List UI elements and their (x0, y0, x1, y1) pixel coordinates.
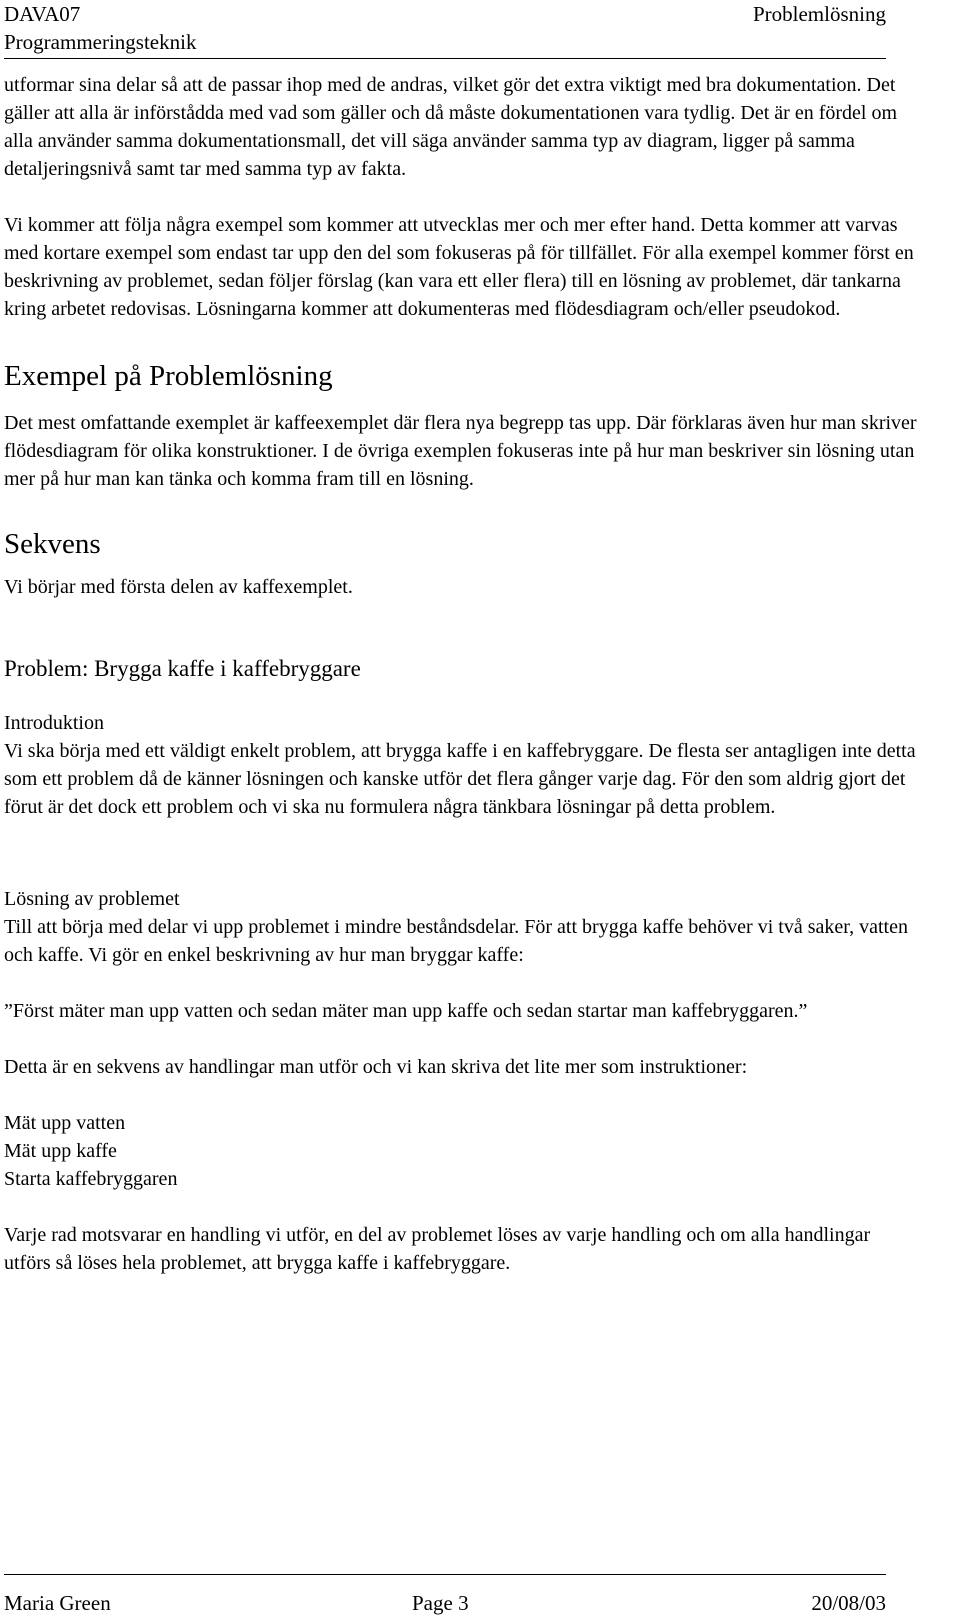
course-name: Programmeringsteknik (4, 30, 197, 54)
paragraph-documentation: utformar sina delar så att de passar ihop med de andras, vilket gör det extra viktigt med bra dokumentation. Det gäller att alla är införstådda med vad som gäller och då måste dokumentationen vara tydlig. Det är en fördel om alla använder samma dokumentationsmall, det vill säga använder samma typ av diagram, ligger på samma detaljeringsnivå samt tar med samma typ av fakta. (4, 74, 898, 180)
paragraph-sequence: Vi börjar med första delen av kaffexemplet. (4, 576, 353, 598)
header-course (4, 0, 196, 56)
instruction-list (4, 1109, 920, 1193)
instruction-step: Starta kaffebryggaren (4, 1168, 178, 1190)
header-topic: Problemlösning (752, 2, 886, 26)
footer-date: 20/08/03 (811, 1591, 886, 1615)
page-header (4, 0, 886, 59)
heading-examples: Exempel på Problemlösning (4, 360, 333, 392)
heading-sequence: Sekvens (4, 528, 101, 560)
course-code: DAVA07 (4, 2, 81, 26)
instruction-step: Mät upp kaffe (4, 1140, 117, 1162)
paragraph-examples-intro: Vi kommer att följa några exempel som kommer att utvecklas mer och mer efter hand. Detta kommer att varvas med kortare exempel som endast tar upp den del som fokuseras på för tillfället. För alla exempel kommer först en beskrivning av problemet, sedan följer förslag (kan vara ett eller flera) till en lösning av problemet, där tankarna kring arbetet redovisas. Lösningarna kommer att dokumenteras med flödesdiagram och/eller pseudokod. (4, 214, 914, 320)
footer-page-number: Page 3 (412, 1591, 469, 1615)
paragraph-conclusion: Varje rad motsvarar en handling vi utför, en del av problemet löses av varje handling och om alla handlingar utförs så löses hela problemet, att brygga kaffe i kaffebryggare. (4, 1224, 871, 1274)
footer-author: Maria Green (4, 1591, 111, 1615)
document-body (4, 71, 920, 1277)
instruction-step: Mät upp vatten (4, 1112, 126, 1134)
paragraph-examples: Det mest omfattande exemplet är kaffeexemplet där flera nya begrepp tas upp. Där förklaras även hur man skriver flödesdiagram för olika konstruktioner. I de övriga exemplen fokuseras inte på hur man beskriver sin lösning utan mer på hur man kan tänka och komma fram till en lösning. (4, 412, 917, 490)
paragraph-introduction: Vi ska börja med ett väldigt enkelt problem, att brygga kaffe i en kaffebryggare. De flesta ser antagligen inte detta som ett problem då de känner lösningen och kanske utför det flera gånger varje dag. För den som aldrig gjort det förut är det dock ett problem och vi ska nu formulera några tänkbara lösningar på detta problem. (4, 740, 916, 818)
paragraph-solution: Till att börja med delar vi upp problemet i mindre beståndsdelar. För att brygga kaffe behöver vi två saker, vatten och kaffe. Vi gör en enkel beskrivning av hur man bryggar kaffe: (4, 916, 908, 966)
heading-introduction: Introduktion (4, 712, 104, 734)
page-footer (4, 1574, 886, 1615)
heading-problem: Problem: Brygga kaffe i kaffebryggare (4, 656, 361, 681)
heading-solution: Lösning av problemet (4, 888, 180, 910)
paragraph-instructions: Detta är en sekvens av handlingar man utför och vi kan skriva det lite mer som instruktioner: (4, 1056, 748, 1078)
quote-description: ”Först mäter man upp vatten och sedan mäter man upp kaffe och sedan startar man kaffebryggaren.” (4, 1000, 808, 1022)
